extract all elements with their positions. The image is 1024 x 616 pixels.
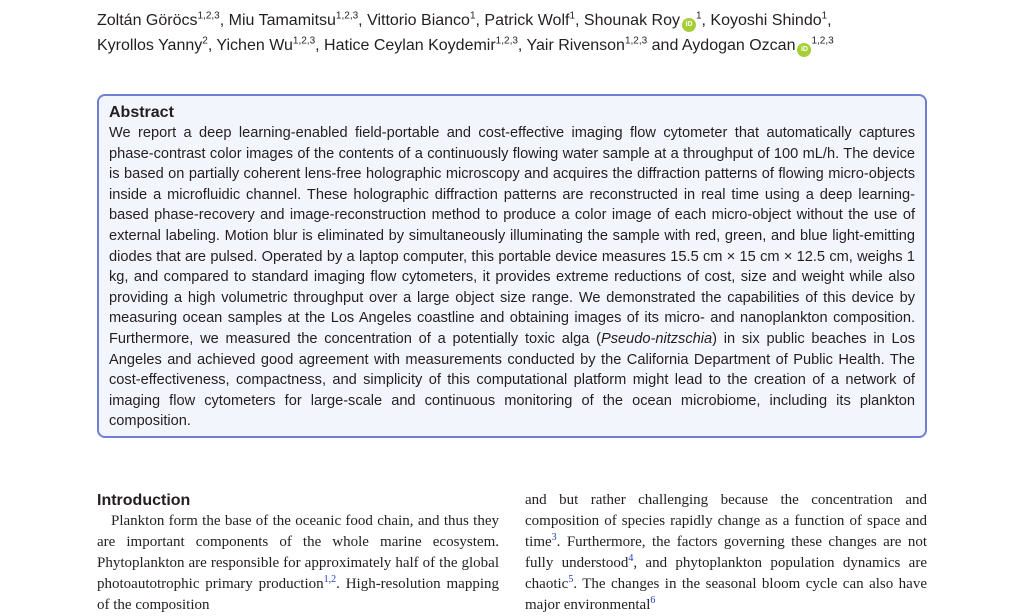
author-name-text: Yair Rivenson <box>526 37 625 54</box>
author-name <box>367 12 475 29</box>
intro-left-tail: . High-resolution mapping of the composition <box>97 576 499 613</box>
author-name <box>324 37 518 54</box>
author-name-text: Hatice Ceylan Koydemir <box>324 37 496 54</box>
affiliation-marker: 1,2,3 <box>292 35 316 47</box>
introduction-left-column <box>97 511 499 616</box>
author-name-text: Miu Tamamitsu <box>228 12 336 29</box>
introduction-heading: Introduction <box>97 492 191 509</box>
author-name-text: Vittorio Bianco <box>367 12 470 29</box>
orcid-icon[interactable]: iD <box>682 18 696 32</box>
author-name <box>229 12 359 29</box>
orcid-icon[interactable]: iD <box>797 43 811 57</box>
intro-right-p3: , and phytoplankton population dynamics are chaotic <box>525 555 927 592</box>
author-name-text: Kyrollos Yanny <box>97 37 203 54</box>
introduction-right-column <box>525 490 927 616</box>
affiliation-marker: 1,2,3 <box>811 35 834 47</box>
author-name-text: Yichen Wu <box>216 37 293 54</box>
author-name <box>584 12 702 29</box>
author-name-text: Patrick Wolf <box>484 12 570 29</box>
abstract-text-part1: We report a deep learning-enabled field-portable and cost-effective imaging flow cytometer that automatically captures phase-contrast color images of the contents of a continuously flowing water sample at a throughput of 100 mL/h. The device is based on partially coherent lens-free holographic microscopy and acquires the diffraction patterns of flowing micro-objects inside a microfluidic channel. These holographic diffraction patterns are reconstructed in real time using a deep learning-based phase-recovery and image-reconstruction method to produce a color image of each micro-object without the use of external labeling. Motion blur is eliminated by simultaneously illuminating the sample with red, green, and blue light-emitting diodes that are pulsed. Operated by a laptop computer, this portable device measures 15.5 cm × 15 cm × 12.5 cm, weighs 1 kg, and compared to standard imaging flow cytometers, it provides extreme reductions of cost, size and weight while also providing a high volumetric throughput over a large object size range. We demonstrated the capabilities of this device by measuring ocean samples at the Los Angeles coastline and obtaining images of its micro- and nanoplankton composition. Furthermore, we measured the concentration of a potentially toxic alga ( <box>109 125 915 347</box>
author-name <box>216 37 315 54</box>
affiliation-marker: 1,2,3 <box>624 35 648 47</box>
author-name-text: Zoltán Göröcs <box>97 12 198 29</box>
affiliation-marker: 1,2,3 <box>197 10 220 22</box>
abstract-title: Abstract <box>109 104 174 121</box>
citation-link[interactable]: 4 <box>628 553 634 564</box>
intro-right-p4: . The changes in the seasonal bloom cycle can also have major environmental <box>525 576 927 613</box>
citation-link[interactable]: 1,2 <box>323 574 337 585</box>
intro-right-p1: and but rather challenging because the concentration and composition of species rapidly change as a function of space and time <box>525 492 927 550</box>
affiliation-marker: 1 <box>695 10 702 22</box>
citation-link[interactable]: 3 <box>551 532 557 543</box>
author-name <box>97 12 220 29</box>
author-name <box>682 37 834 54</box>
author-name <box>484 12 575 29</box>
author-name-text: Koyoshi Shindo <box>710 12 822 29</box>
affiliation-marker: 2 <box>202 35 208 47</box>
intro-left-text: Plankton form the base of the oceanic food chain, and thus they are important components of the whole marine ecosystem. Phytoplankton are responsible for approximately half of the global photoautotrophic primary production <box>97 513 499 592</box>
abstract-text-part2: ) in six public beaches in Los Angeles and achieved good agreement with measurements conducted by the California Department of Public Health. The cost-effectiveness, compactness, and simplicity of this computational platform might lead to the creation of a network of imaging flow cytometers for large-scale and continuous monitoring of the ocean microbiome, including its plankton composition. <box>109 330 916 430</box>
abstract-text <box>109 123 915 432</box>
author-name-text: Aydogan Ozcan <box>681 37 796 54</box>
intro-right-p2: . Furthermore, the factors governing these changes are not fully understood <box>525 534 927 571</box>
abstract-box <box>97 94 927 438</box>
affiliation-marker: 1,2,3 <box>335 10 359 22</box>
author-name <box>710 12 827 29</box>
citation-link[interactable]: 6 <box>650 595 656 606</box>
author-list: Zoltán Göröcs$^{1,2,3}$, Miu Tamamitsu$^{1,2,3}$, Vittorio Bianco$^1$, Patrick Wolf$^1$, Shounak Roy $iD^1$, Koyoshi Shindo$^1$, Kyrollos Yanny$^2$, Yichen Wu$^{1,2,3}$, Hatice Ceylan Koydemir$^{1,2,3}$, Yair Rivenson$^{1,2,3}$ and Aydogan Ozcan iD$^{1,2,3}$ <box>97 8 897 58</box>
author-name <box>97 37 208 54</box>
citation-link[interactable]: 5 <box>568 574 574 585</box>
author-name-text: Shounak Roy <box>583 12 680 29</box>
affiliation-marker: 1 <box>569 10 576 22</box>
affiliation-marker: 1 <box>469 10 476 22</box>
affiliation-marker: 1,2,3 <box>495 35 518 47</box>
affiliation-marker: 1 <box>821 10 828 22</box>
abstract-species-name: Pseudo-nitzschia <box>600 330 713 347</box>
author-name <box>527 37 648 54</box>
